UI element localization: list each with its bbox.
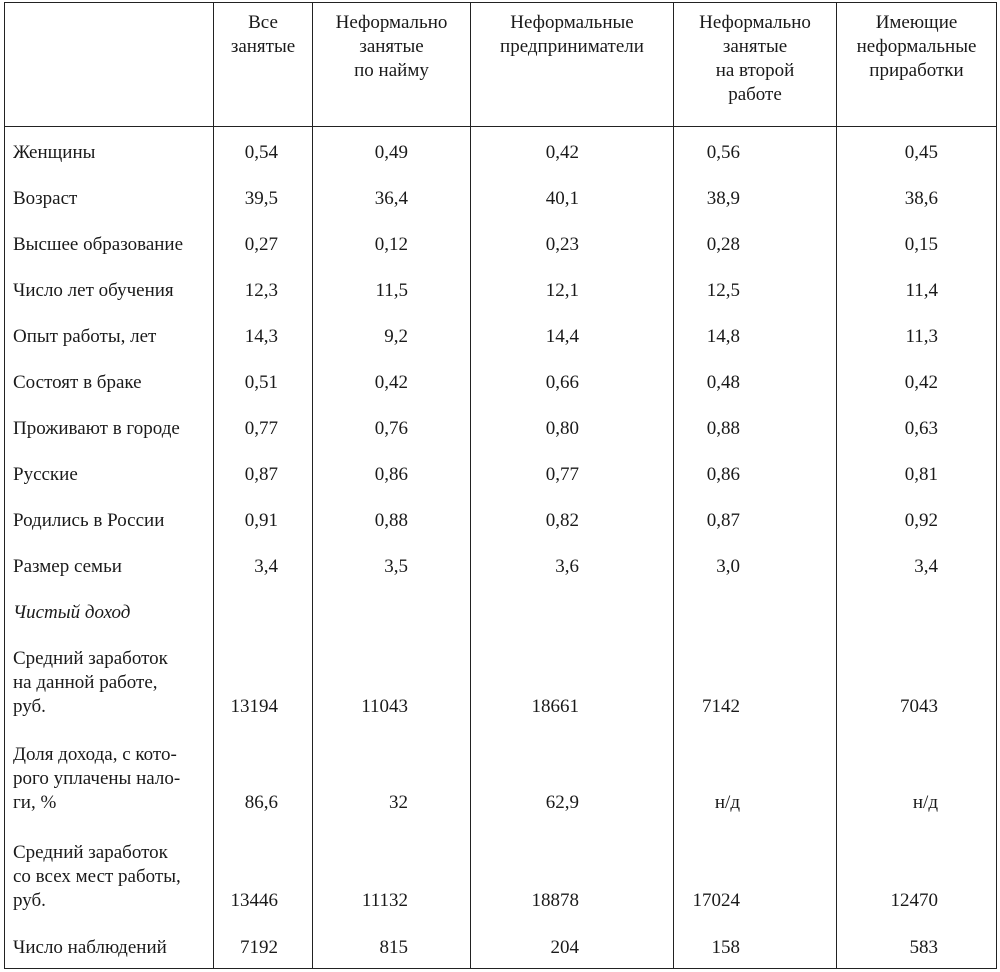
statistics-table: [4, 2, 997, 969]
cell-value: 62,9: [471, 727, 674, 823]
cell-value: 11,4: [837, 265, 997, 311]
header-informal-second-job: Неформально занятые на второй работе: [674, 3, 837, 127]
table-row: [5, 449, 997, 495]
table-row: [5, 495, 997, 541]
cell-value: 0,80: [471, 403, 674, 449]
cell-value: 12470: [837, 823, 997, 921]
cell-value: 12,5: [674, 265, 837, 311]
cell-value: 86,6: [214, 727, 313, 823]
table-row: [5, 541, 997, 587]
cell-value: 0,54: [214, 127, 313, 173]
cell-value: 0,49: [313, 127, 471, 173]
cell-value: 38,9: [674, 173, 837, 219]
cell-value: 0,77: [471, 449, 674, 495]
cell-value: 158: [674, 921, 837, 969]
cell-value: 0,77: [214, 403, 313, 449]
cell-value: 0,12: [313, 219, 471, 265]
cell-value: 18661: [471, 633, 674, 727]
cell-value: 7142: [674, 633, 837, 727]
cell-value: 0,81: [837, 449, 997, 495]
header-row: [5, 3, 997, 127]
cell-value: н/д: [837, 727, 997, 823]
cell-value: 0,42: [471, 127, 674, 173]
cell-value: 40,1: [471, 173, 674, 219]
cell-value: 0,82: [471, 495, 674, 541]
header-informal-entrepreneurs: Неформальные предприниматели: [471, 3, 674, 127]
cell-value: 0,45: [837, 127, 997, 173]
table-row: [5, 357, 997, 403]
cell-value: 14,3: [214, 311, 313, 357]
row-label: Средний заработок со всех мест работы, руб.: [5, 823, 214, 921]
cell-value: 0,51: [214, 357, 313, 403]
cell-value: 0,87: [674, 495, 837, 541]
row-label: Возраст: [5, 173, 214, 219]
cell-value: 0,63: [837, 403, 997, 449]
table-row: [5, 219, 997, 265]
cell-value: 0,88: [313, 495, 471, 541]
cell-value: 583: [837, 921, 997, 969]
header-cell-empty: [5, 3, 214, 127]
cell-value: 0,86: [313, 449, 471, 495]
empty-cell: [471, 587, 674, 633]
header-all-employed: Все занятые: [214, 3, 313, 127]
cell-value: 0,56: [674, 127, 837, 173]
empty-cell: [837, 587, 997, 633]
cell-value: 0,92: [837, 495, 997, 541]
cell-value: 11,3: [837, 311, 997, 357]
row-label: Проживают в городе: [5, 403, 214, 449]
row-label: Доля дохода, с кото- рого уплачены нало- ги, %: [5, 727, 214, 823]
row-label: Число наблюдений: [5, 921, 214, 969]
row-label: Родились в России: [5, 495, 214, 541]
cell-value: 9,2: [313, 311, 471, 357]
row-label: Число лет обучения: [5, 265, 214, 311]
cell-value: 3,4: [214, 541, 313, 587]
row-label: Опыт работы, лет: [5, 311, 214, 357]
cell-value: 11043: [313, 633, 471, 727]
row-label: Русские: [5, 449, 214, 495]
cell-value: 38,6: [837, 173, 997, 219]
cell-value: н/д: [674, 727, 837, 823]
row-label: Средний заработок на данной работе, руб.: [5, 633, 214, 727]
cell-value: 0,15: [837, 219, 997, 265]
cell-value: 0,27: [214, 219, 313, 265]
cell-value: 7043: [837, 633, 997, 727]
header-informal-side-earnings: Имеющие неформальные приработки: [837, 3, 997, 127]
cell-value: 815: [313, 921, 471, 969]
empty-cell: [674, 587, 837, 633]
cell-value: 0,91: [214, 495, 313, 541]
row-label: Высшее образование: [5, 219, 214, 265]
cell-value: 0,76: [313, 403, 471, 449]
cell-value: 11132: [313, 823, 471, 921]
section-title: Чистый доход: [5, 587, 214, 633]
cell-value: 0,23: [471, 219, 674, 265]
section-row: [5, 587, 997, 633]
cell-value: 39,5: [214, 173, 313, 219]
empty-cell: [214, 587, 313, 633]
cell-value: 14,4: [471, 311, 674, 357]
cell-value: 204: [471, 921, 674, 969]
cell-value: 13194: [214, 633, 313, 727]
cell-value: 0,87: [214, 449, 313, 495]
cell-value: 32: [313, 727, 471, 823]
cell-value: 3,0: [674, 541, 837, 587]
table-row: [5, 727, 997, 823]
cell-value: 0,42: [313, 357, 471, 403]
cell-value: 18878: [471, 823, 674, 921]
table-row: [5, 633, 997, 727]
row-label: Состоят в браке: [5, 357, 214, 403]
table-row: [5, 265, 997, 311]
table-row: [5, 311, 997, 357]
table-row: [5, 403, 997, 449]
row-label: Женщины: [5, 127, 214, 173]
cell-value: 36,4: [313, 173, 471, 219]
cell-value: 11,5: [313, 265, 471, 311]
cell-value: 3,5: [313, 541, 471, 587]
cell-value: 0,66: [471, 357, 674, 403]
cell-value: 12,3: [214, 265, 313, 311]
cell-value: 14,8: [674, 311, 837, 357]
cell-value: 0,86: [674, 449, 837, 495]
cell-value: 0,42: [837, 357, 997, 403]
cell-value: 12,1: [471, 265, 674, 311]
row-label: Размер семьи: [5, 541, 214, 587]
cell-value: 0,48: [674, 357, 837, 403]
cell-value: 0,28: [674, 219, 837, 265]
cell-value: 3,4: [837, 541, 997, 587]
cell-value: 7192: [214, 921, 313, 969]
cell-value: 17024: [674, 823, 837, 921]
table-row: [5, 921, 997, 969]
cell-value: 3,6: [471, 541, 674, 587]
table-row: [5, 173, 997, 219]
table-row: [5, 823, 997, 921]
table-row: [5, 127, 997, 173]
empty-cell: [313, 587, 471, 633]
cell-value: 13446: [214, 823, 313, 921]
header-informal-hired: Неформально занятые по найму: [313, 3, 471, 127]
cell-value: 0,88: [674, 403, 837, 449]
